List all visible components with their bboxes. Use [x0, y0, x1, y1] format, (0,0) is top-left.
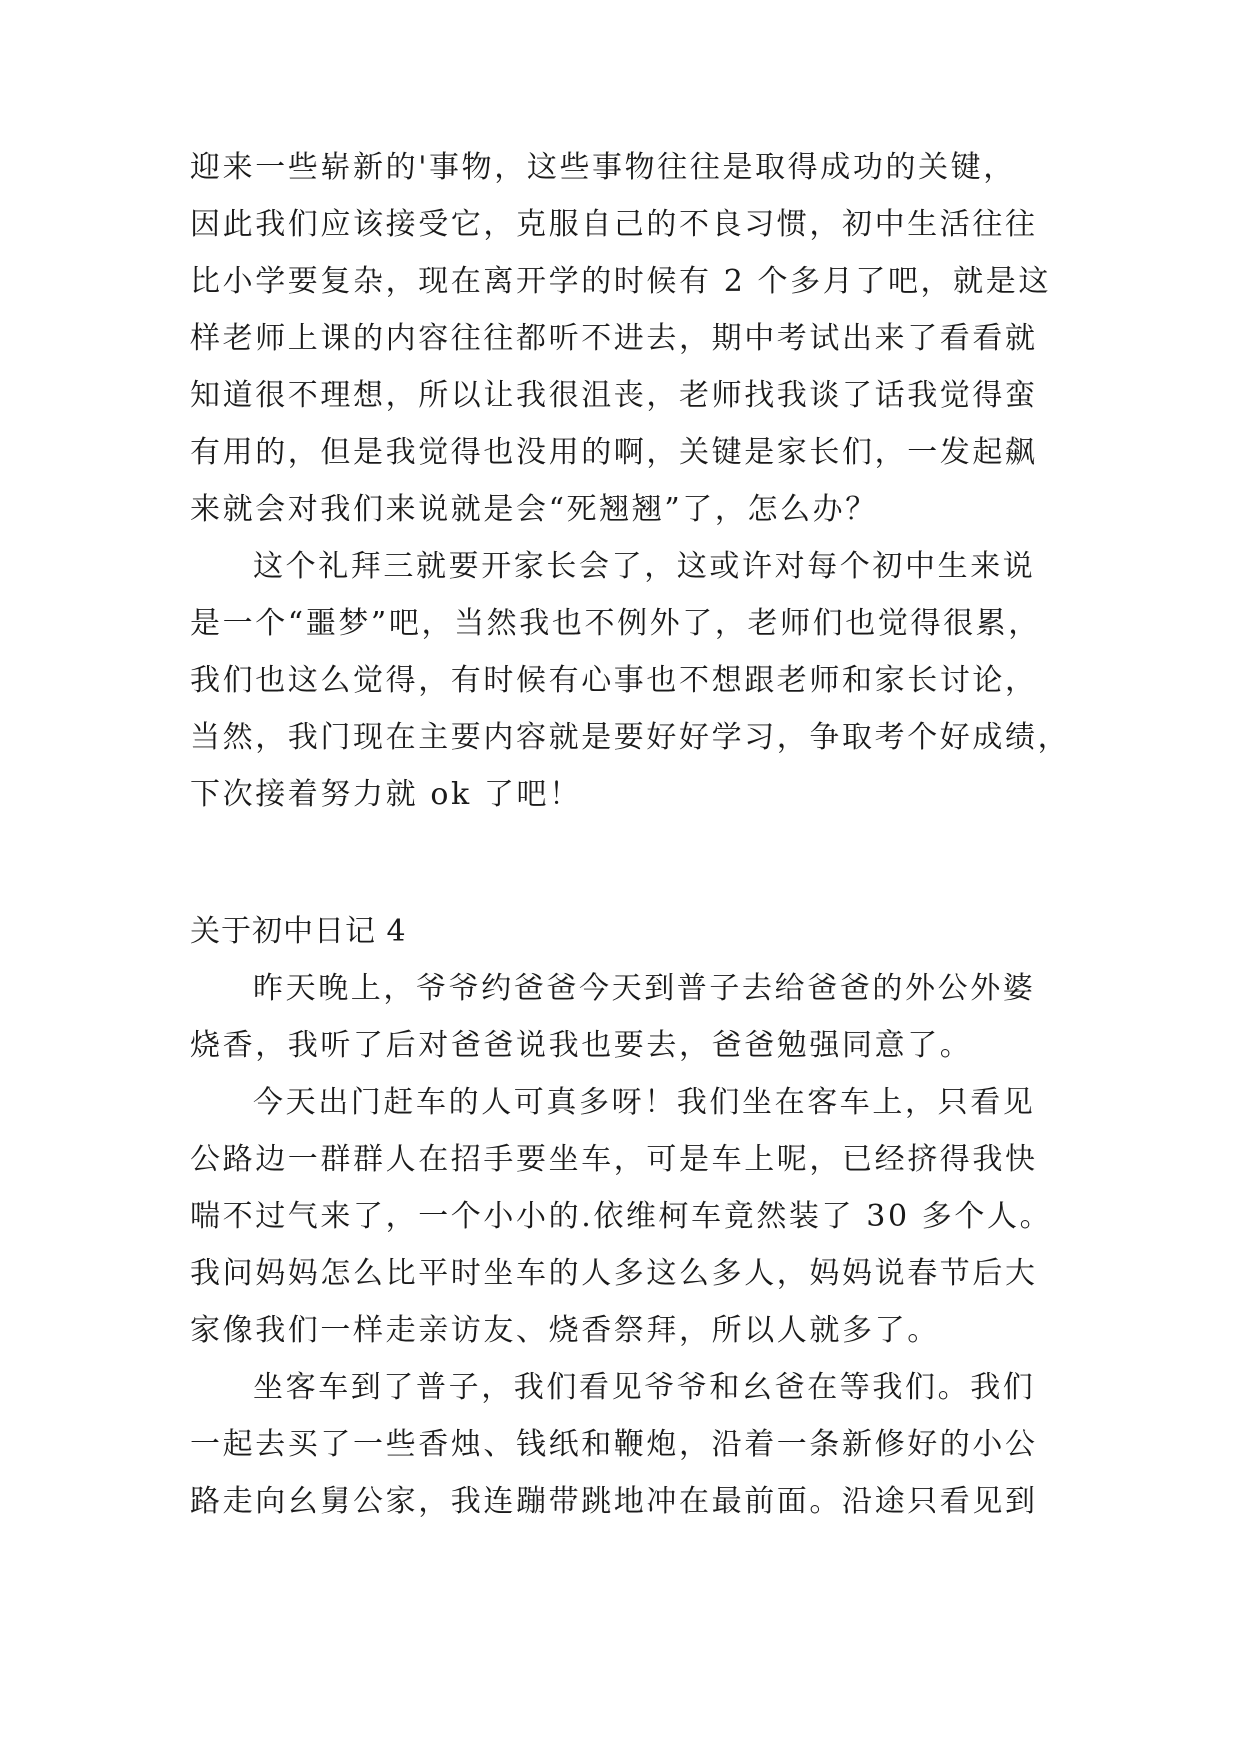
paragraph-line: 比小学要复杂，现在离开学的时候有 2 个多月了吧，就是这 [190, 264, 1051, 299]
paragraph-line: 烧香，我听了后对爸爸说我也要去，爸爸勉强同意了。 [190, 1028, 973, 1063]
paragraph-line: 公路边一群群人在招手要坐车，可是车上呢，已经挤得我快 [190, 1142, 1038, 1177]
paragraph-line: 这个礼拜三就要开家长会了，这或许对每个初中生来说 [253, 549, 1036, 584]
paragraph-line: 昨天晚上，爷爷约爸爸今天到普子去给爸爸的外公外婆 [253, 971, 1036, 1006]
paragraph-line: 下次接着努力就 ok 了吧！ [190, 777, 582, 812]
paragraph-line: 迎来一些崭新的'事物，这些事物往往是取得成功的关键， [190, 150, 1016, 185]
paragraph-line: 路走向幺舅公家，我连蹦带跳地冲在最前面。沿途只看见到 [190, 1484, 1038, 1519]
paragraph-line: 有用的，但是我觉得也没用的啊，关键是家长们，一发起飙 [190, 435, 1038, 470]
paragraph-line: 是一个“噩梦”吧，当然我也不例外了，老师们也觉得很累， [190, 606, 1041, 641]
paragraph-line: 因此我们应该接受它，克服自己的不良习惯，初中生活往往 [190, 207, 1038, 242]
paragraph-line: 我问妈妈怎么比平时坐车的人多这么多人，妈妈说春节后大 [190, 1256, 1038, 1291]
section-heading: 关于初中日记 4 [190, 914, 407, 949]
paragraph-line: 今天出门赶车的人可真多呀！我们坐在客车上，只看见 [253, 1085, 1036, 1120]
paragraph-line: 坐客车到了普子，我们看见爷爷和幺爸在等我们。我们 [253, 1370, 1036, 1405]
paragraph-line: 当然，我门现在主要内容就是要好好学习，争取考个好成绩， [190, 720, 1071, 755]
paragraph-line: 样老师上课的内容往往都听不进去，期中考试出来了看看就 [190, 321, 1038, 356]
paragraph-line: 喘不过气来了，一个小小的.依维柯车竟然装了 30 多个人。 [190, 1199, 1053, 1234]
paragraph-line: 一起去买了一些香烛、钱纸和鞭炮，沿着一条新修好的小公 [190, 1427, 1038, 1462]
paragraph-line: 来就会对我们来说就是会“死翘翘”了，怎么办？ [190, 492, 878, 527]
paragraph-line: 我们也这么觉得，有时候有心事也不想跟老师和家长讨论， [190, 663, 1038, 698]
paragraph-line: 家像我们一样走亲访友、烧香祭拜，所以人就多了。 [190, 1313, 940, 1348]
paragraph-line: 知道很不理想，所以让我很沮丧，老师找我谈了话我觉得蛮 [190, 378, 1038, 413]
